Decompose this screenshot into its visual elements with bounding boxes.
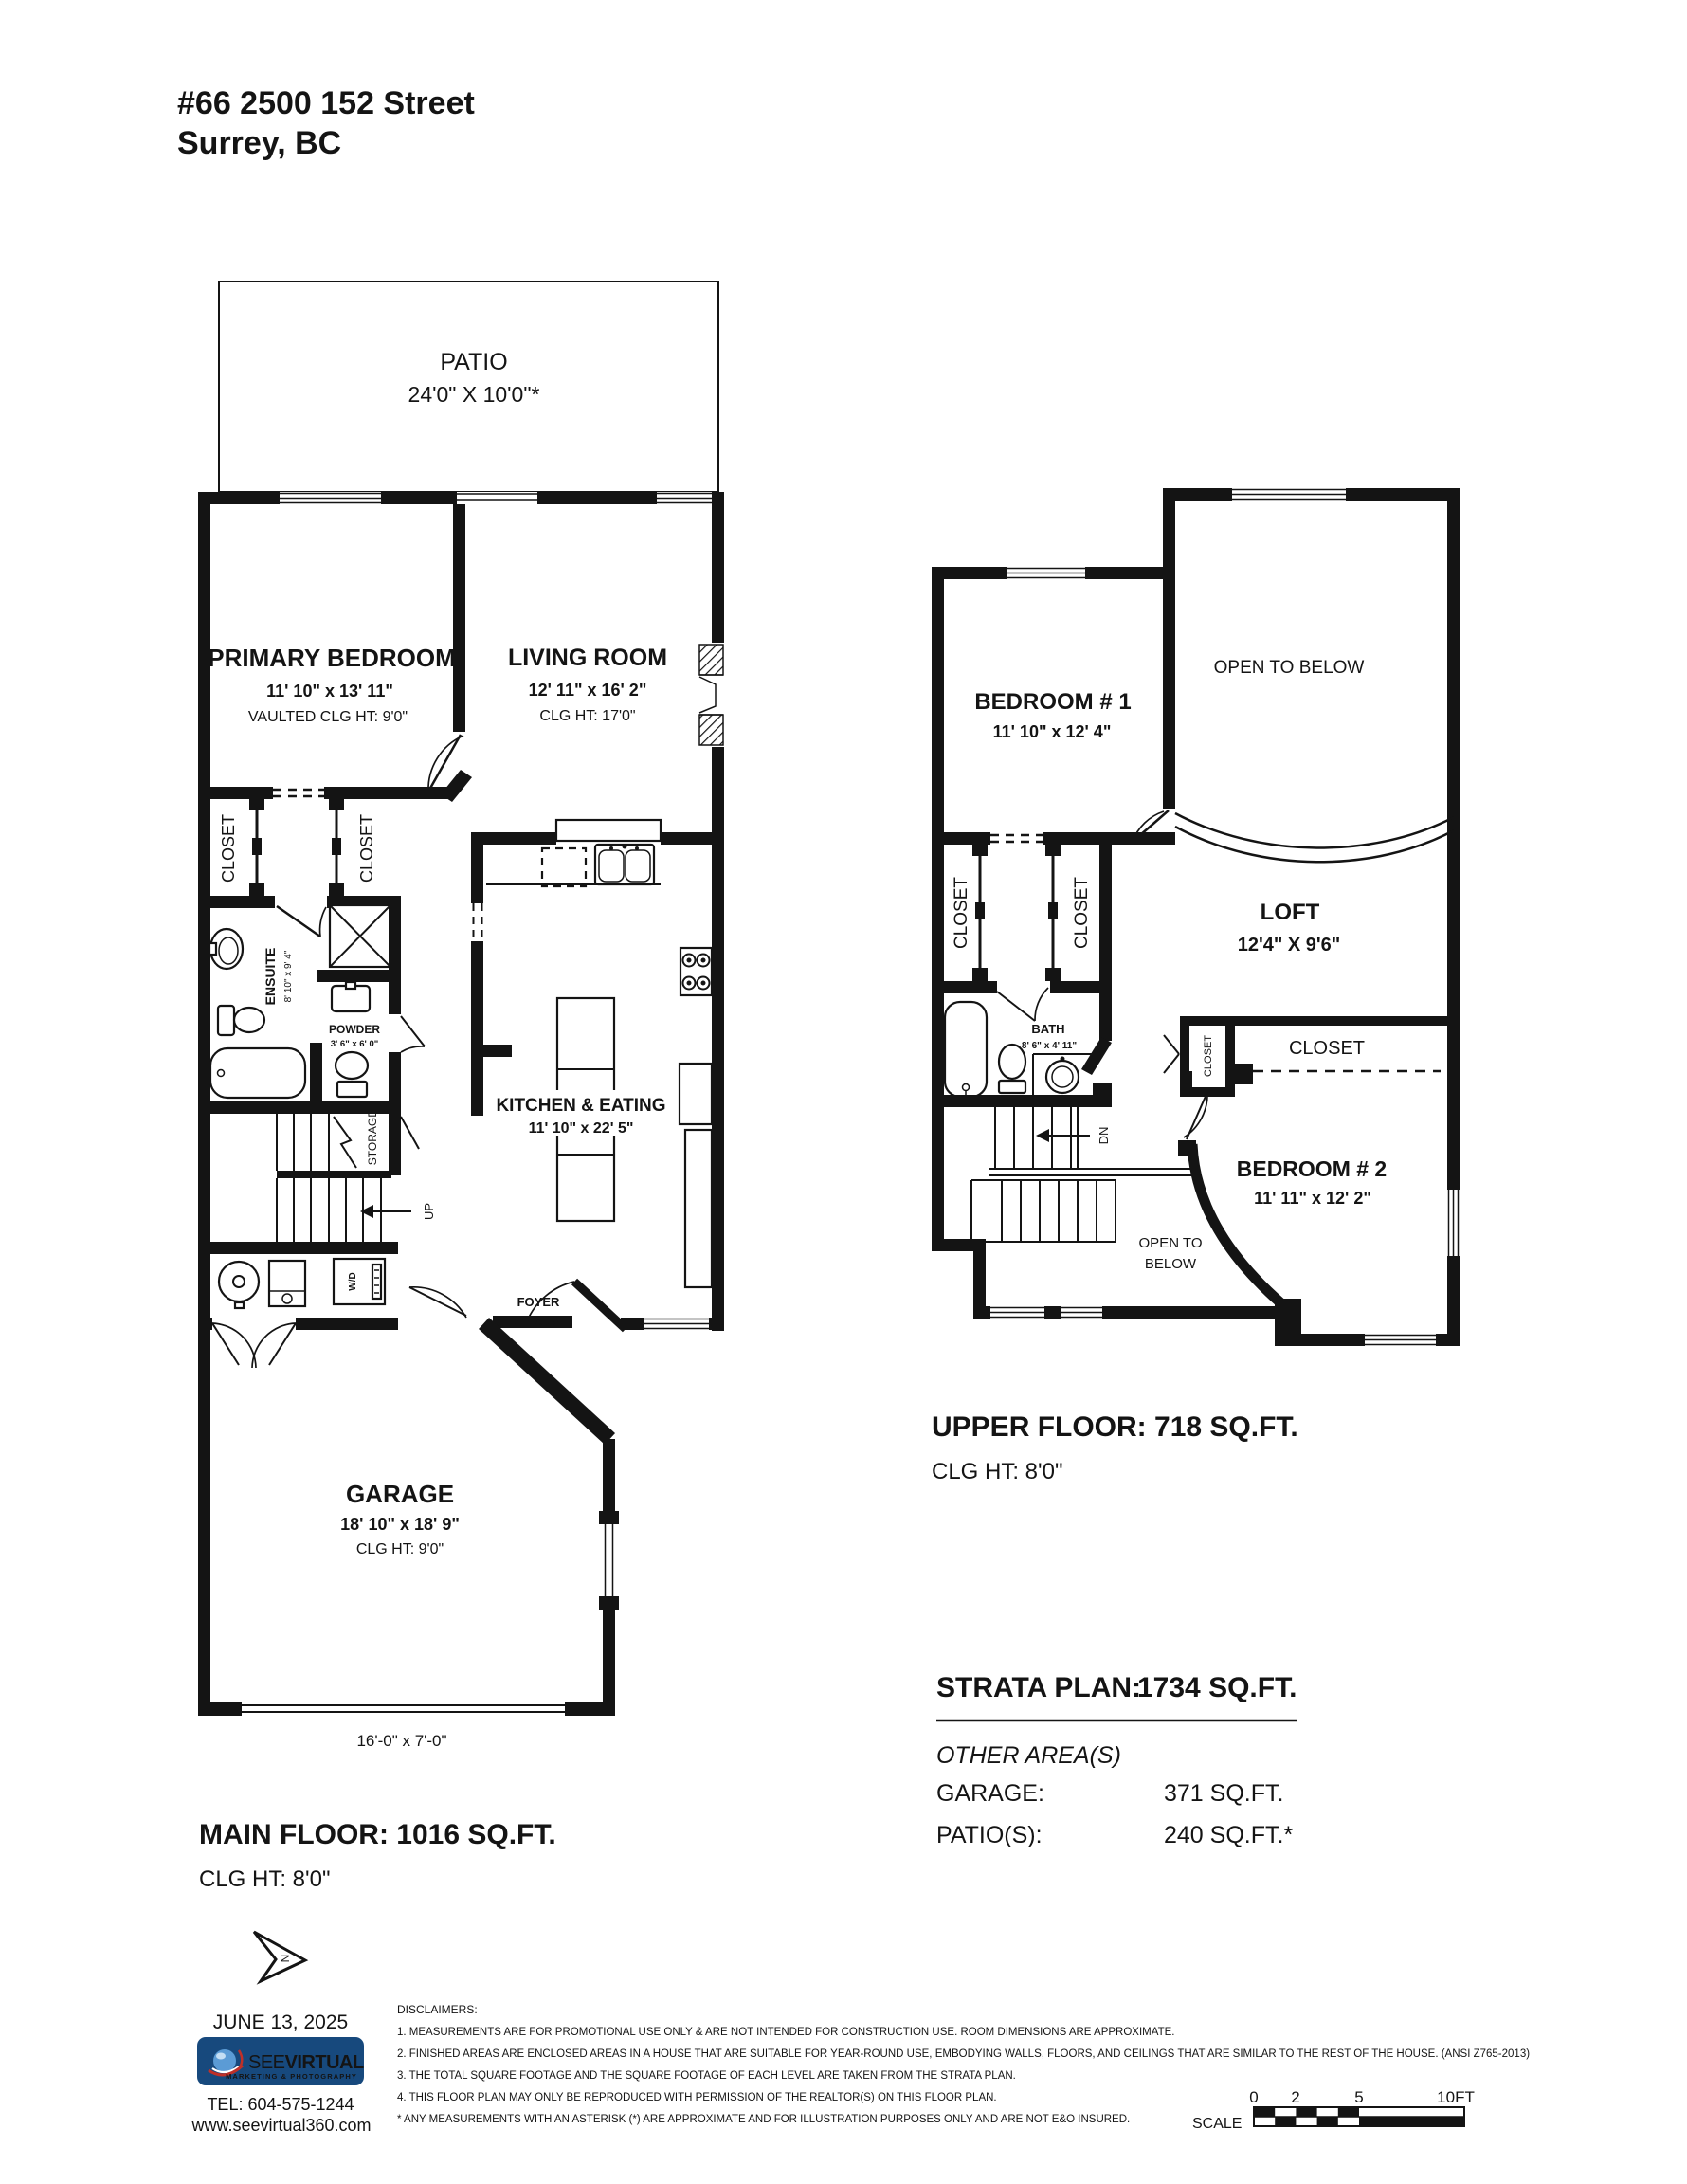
linear-closet-label: CLOSET [1288, 1038, 1366, 1059]
garage [198, 1318, 619, 1750]
small-closet-label: CLOSET [1203, 1034, 1214, 1078]
powder-toilet-icon [336, 1052, 368, 1097]
scale-tick-0: 0 [1249, 2088, 1259, 2106]
bedroom2-dims: 11' 11" x 12' 2" [1254, 1189, 1371, 1208]
upper-closets [932, 832, 1175, 1021]
primary-bedroom-clg: VAULTED CLG HT: 9'0" [247, 709, 408, 725]
open-to-below-label: OPEN TO BELOW [1213, 658, 1365, 678]
strata-block [936, 1672, 1297, 1848]
address-line1: #66 2500 152 Street [177, 85, 475, 121]
dn-arrow-icon [1036, 1129, 1049, 1142]
powder-dims: 3' 6" x 6' 0" [330, 1039, 379, 1049]
storage-label: STORAGE [366, 1109, 379, 1166]
kitchen-sink-icon [595, 845, 654, 885]
bath-label: BATH [1031, 1022, 1065, 1036]
scale-label: SCALE [1192, 2116, 1243, 2132]
date-label: JUNE 13, 2025 [212, 2011, 349, 2033]
bedroom1-dims: 11' 10" x 12' 4" [992, 722, 1112, 741]
header [177, 85, 475, 161]
garage-clg: CLG HT: 9'0" [355, 1541, 444, 1557]
foyer-label: FOYER [517, 1295, 560, 1309]
main-closet2-label: CLOSET [357, 813, 376, 883]
garage-label: GARAGE [345, 1480, 455, 1508]
fridge-icon [680, 1064, 712, 1124]
hall-wall [389, 896, 425, 1175]
powder-room [317, 970, 401, 1097]
main-floor-summary: MAIN FLOOR: 1016 SQ.FT. [199, 1819, 556, 1850]
counter [685, 1130, 712, 1287]
strata-label: STRATA PLAN: [936, 1672, 1142, 1703]
arch [1175, 813, 1454, 862]
loft-dims: 12'4" X 9'6" [1237, 935, 1341, 956]
disclaimer-line: * ANY MEASUREMENTS WITH AN ASTERISK (*) ARE APPROXIMATE AND FOR ILLUSTRATION PURPOSES ONLY AND ARE NOT E&O INSURED. [397, 2114, 1131, 2125]
strata-garage-label: GARAGE: [936, 1780, 1044, 1807]
open-to-label: OPEN TO [1138, 1235, 1203, 1251]
scale-tick-2: 2 [1291, 2088, 1300, 2106]
up-label: UP [422, 1202, 436, 1221]
living-room-dims: 12' 11" x 16' 2" [528, 681, 647, 700]
upper-bath [932, 981, 1112, 1107]
laundry-room [198, 1259, 398, 1368]
wd-label: W/D [348, 1272, 358, 1291]
powder-sink-icon [332, 982, 370, 1011]
disclaimer-line: 2. FINISHED AREAS ARE ENCLOSED AREAS IN A HOUSE THAT ARE SUITABLE FOR YEAR-ROUND USE, EMBODYING WALLS, FLOORS, AND CEILINGS THAT ARE SIMILAR TO THE REST OF THE HOUSE. (ANSI Z765-2013) [397, 2048, 1531, 2060]
strata-value: 1734 SQ.FT. [1137, 1672, 1297, 1703]
strata-patio-label: PATIO(S): [936, 1822, 1043, 1848]
ensuite-sink-icon [209, 929, 243, 969]
address-line2: Surrey, BC [177, 125, 342, 161]
disclaimer-line: 3. THE TOTAL SQUARE FOOTAGE AND THE SQUARE FOOTAGE OF EACH LEVEL ARE TAKEN FROM THE STRATA PLAN. [397, 2070, 1016, 2082]
stairs-up [210, 1110, 436, 1254]
upper-bottom [932, 1071, 1460, 1346]
strata-patio-value: 240 SQ.FT.* [1164, 1822, 1294, 1848]
main-floor-plan [198, 282, 724, 1892]
patio-dims: 24'0" X 10'0"* [408, 382, 540, 407]
north-arrow-icon [254, 1932, 305, 1981]
kitchen-label: KITCHEN & EATING [496, 1096, 666, 1116]
upper-toilet-icon [999, 1045, 1025, 1093]
main-floor-clg: CLG HT: 8'0" [199, 1866, 331, 1892]
below-label: BELOW [1144, 1256, 1197, 1272]
other-areas-label: OTHER AREA(S) [936, 1742, 1121, 1769]
footer [190, 1932, 1530, 2135]
upper-bathtub-icon [945, 1002, 987, 1097]
primary-bedroom-label: PRIMARY BEDROOM [208, 644, 456, 672]
seevirtual-logo [197, 2037, 364, 2085]
upper-floor-walls [932, 488, 1460, 1346]
ensuite-toilet-icon [218, 1006, 264, 1035]
washer-dryer-icon [334, 1259, 385, 1304]
water-heater-icon [219, 1262, 259, 1308]
upper-floor-plan [932, 488, 1460, 1484]
garage-dims: 18' 10" x 18' 9" [340, 1515, 460, 1534]
ensuite-dims: 8' 10" x 9' 4" [283, 950, 294, 1003]
dishwasher-icon [542, 848, 586, 886]
disclaimer-line: 1. MEASUREMENTS ARE FOR PROMOTIONAL USE ONLY & ARE NOT INTENDED FOR CONSTRUCTION USE. ROOM DIMENSIONS ARE APPROXIMATE. [397, 2027, 1175, 2038]
ensuite-bathtub-icon [210, 1048, 305, 1098]
strata-garage-value: 371 SQ.FT. [1164, 1780, 1284, 1807]
bath-dims: 8' 6" x 4' 11" [1021, 1041, 1078, 1051]
garage-door-dims: 16'-0" x 7'-0" [356, 1732, 447, 1750]
website-label: www.seevirtual360.com [191, 2116, 372, 2135]
disclaimer-line: 4. THIS FLOOR PLAN MAY ONLY BE REPRODUCED WITH PERMISSION OF THE REALTOR(S) ON THIS FLOOR PLAN. [397, 2092, 997, 2103]
logo-text: SEEVIRTUAL [248, 2052, 364, 2073]
stove-icon [680, 948, 712, 995]
upper-floor-clg: CLG HT: 8'0" [932, 1459, 1063, 1484]
bedroom2-label: BEDROOM # 2 [1236, 1156, 1388, 1181]
foyer-dims: 5'1" X 3'8" [513, 1317, 564, 1328]
loft-label: LOFT [1260, 900, 1320, 925]
phone-label: TEL: 604-575-1244 [207, 2095, 354, 2114]
dn-label: DN [1097, 1126, 1111, 1145]
bedroom1-label: BEDROOM # 1 [974, 689, 1132, 715]
upper-floor-summary: UPPER FLOOR: 718 SQ.FT. [932, 1411, 1298, 1443]
living-room-label: LIVING ROOM [507, 645, 668, 671]
upper-closet1-label: CLOSET [952, 876, 971, 950]
scale-bar [1192, 2088, 1475, 2132]
fireplace-icon [698, 643, 724, 747]
kitchen-dims: 11' 10" x 22' 5" [528, 1120, 634, 1137]
patio [219, 282, 718, 492]
primary-bedroom-dims: 11' 10" x 13' 11" [266, 682, 393, 701]
upper-closet2-label: CLOSET [1072, 876, 1092, 950]
foyer [409, 1282, 724, 1330]
logo-tagline: MARKETING & PHOTOGRAPHY [226, 2072, 357, 2081]
furnace-icon [269, 1261, 305, 1306]
living-room-clg: CLG HT: 17'0" [539, 708, 636, 724]
patio-label: PATIO [440, 349, 508, 375]
hall-closets [1164, 1016, 1460, 1097]
main-closet1-label: CLOSET [219, 813, 238, 883]
scale-tick-5: 5 [1354, 2088, 1364, 2106]
stairs-down [971, 1107, 1192, 1242]
disclaimers-title: DISCLAIMERS: [397, 2003, 478, 2016]
ensuite-label: ENSUITE [263, 947, 278, 1006]
kitchen [471, 820, 712, 1287]
powder-label: POWDER [329, 1023, 380, 1036]
front-door [574, 1282, 626, 1329]
scale-tick-10: 10FT [1437, 2088, 1475, 2106]
north-label: N [279, 1954, 292, 1963]
